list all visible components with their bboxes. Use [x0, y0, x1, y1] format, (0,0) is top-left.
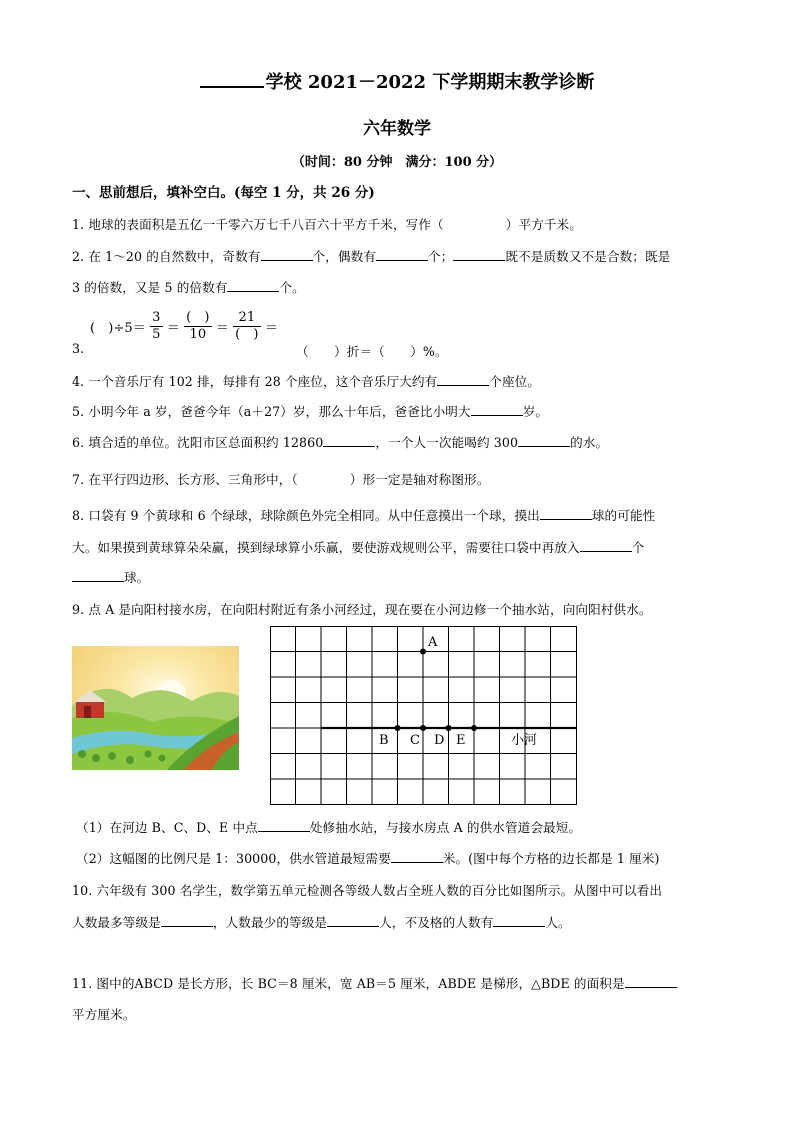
- probability-blank[interactable]: [540, 507, 592, 520]
- point-d: [446, 725, 452, 731]
- question-10-line2: 人数最多等级是 ，人数最少的等级是 人，不及格的人数有 人。: [72, 915, 571, 930]
- question-3-num: 3.: [72, 341, 85, 356]
- page-subtitle: 六年数学: [363, 119, 431, 139]
- question-5: 5. 小明今年 a 岁，爸爸今年（a＋27）岁，那么十年后，爸爸比小明大 岁。: [72, 404, 549, 419]
- question-7: 7. 在平行四边形、长方形、三角形中，（ ）形一定是轴对称图形。: [72, 472, 490, 487]
- fraction-3-5: $\frac{3}{5}$: [152, 310, 161, 342]
- triangle-area-blank[interactable]: [625, 975, 677, 988]
- title-text: 学校 2021－2022 下学期期末教学诊断: [265, 72, 595, 93]
- point-e: [471, 725, 477, 731]
- most-level-blank[interactable]: [161, 914, 213, 927]
- question-10-line1: 10. 六年级有 300 名学生，数学第五单元检测各等级人数占全班人数的百分比如图所示。从图中可以看出: [72, 883, 663, 898]
- question-8-line2: 大。如果摸到黄球算朵朵赢，摸到绿球算小乐赢，要使游戏规则公平，需要往口袋中再放入 个: [72, 540, 645, 555]
- add-count-blank[interactable]: [580, 539, 632, 552]
- point-b: [395, 725, 401, 731]
- fraction-21-blank: $\frac{21}{( )}$: [235, 310, 259, 342]
- label-a: A: [428, 635, 438, 650]
- label-c: C: [410, 733, 420, 748]
- question-3-expr: ( )÷5＝ $\frac{3}{5}$ ＝ $\frac{( )}{10}$ ＝ $\frac{21}{( )}$ ＝: [90, 310, 278, 342]
- neither-blank[interactable]: [453, 248, 505, 261]
- seats-blank[interactable]: [437, 373, 489, 386]
- question-3-tail: （ ）折＝（ ）%。: [296, 344, 448, 359]
- pipe-length-blank[interactable]: [391, 850, 443, 863]
- question-8-line1: 8. 口袋有 9 个黄球和 6 个绿球，球除颜色外完全相同。从中任意摸出一个球，摸出 球的可能性: [72, 508, 656, 523]
- station-point-blank[interactable]: [258, 819, 310, 832]
- section-heading: 一、思前想后，填补空白。(每空 1 分，共 26 分): [72, 185, 375, 201]
- question-11-line1: 11. 图中的ABCD 是长方形，长 BC＝8 厘米，宽 AB＝5 厘米，ABDE 是梯形，△BDE 的面积是: [72, 973, 677, 992]
- question-6: 6. 填合适的单位。沈阳市区总面积约 12860 ，一个人一次能喝约 300 的水。: [72, 435, 609, 450]
- label-b: B: [379, 733, 389, 748]
- least-level-blank[interactable]: [327, 914, 379, 927]
- fraction-blank-10: $\frac{( )}{10}$: [186, 310, 210, 342]
- even-count-blank[interactable]: [376, 248, 428, 261]
- question-1: 1. 地球的表面积是五亿一千零六万七千八百六十平方千米，写作（ ）平方千米。: [72, 217, 582, 232]
- question-2-line2: 3 的倍数，又是 5 的倍数有 个。: [72, 280, 305, 295]
- exam-info: （时间：80 分钟 满分：100 分）: [291, 155, 503, 170]
- question-9-sub2: （2）这幅图的比例尺是 1：30000，供水管道最短需要 米。(图中每个方格的边长都是 1 厘米): [76, 851, 660, 866]
- label-river: 小河: [511, 733, 538, 748]
- grid-map: [270, 626, 578, 806]
- label-d: D: [434, 733, 445, 748]
- point-c: [420, 725, 426, 731]
- fail-count-blank[interactable]: [493, 914, 545, 927]
- volume-unit-blank[interactable]: [518, 434, 570, 447]
- question-4: 4. 一个音乐厅有 102 排，每排有 28 个座位，这个音乐厅大约有 个座位。: [72, 374, 541, 389]
- point-a: [420, 649, 426, 655]
- ball-color-blank[interactable]: [72, 569, 124, 582]
- school-name-blank[interactable]: [200, 70, 264, 88]
- question-11-line2: 平方厘米。: [72, 1007, 136, 1022]
- question-8-line3: 球。: [72, 567, 149, 586]
- question-9: 9. 点 A 是向阳村接水房，在向阳村附近有条小河经过，现在要在小河边修一个抽水站，向向阳村供水。: [72, 602, 652, 617]
- question-9-sub1: （1）在河边 B、C、D、E 中点 处修抽水站，与接水房点 A 的供水管道会最短。: [76, 820, 582, 835]
- multiple-blank[interactable]: [227, 279, 279, 292]
- odd-count-blank[interactable]: [261, 248, 313, 261]
- question-2-line1: 2. 在 1～20 的自然数中，奇数有 个，偶数有 个； 既不是质数又不是合数；既是: [72, 249, 671, 264]
- page-title: [0, 68, 794, 94]
- village-illustration: [72, 646, 239, 770]
- age-diff-blank[interactable]: [471, 403, 523, 416]
- label-e: E: [456, 733, 466, 748]
- area-unit-blank[interactable]: [323, 434, 375, 447]
